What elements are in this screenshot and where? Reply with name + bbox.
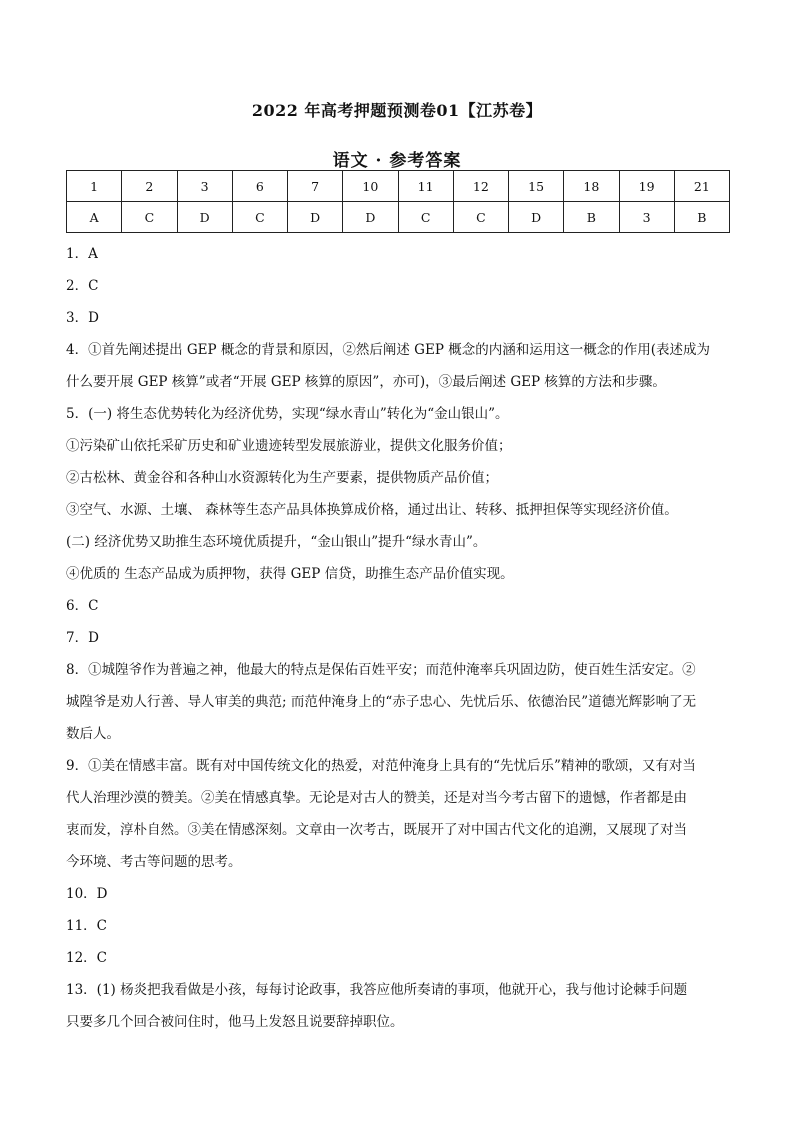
answer-line: 6．C	[66, 598, 99, 614]
answer-line: 城隍爷是劝人行善、导人审美的典范; 而范仲淹身上的“赤子忠心、先忧后乐、依德治民”道德光辉影响了无	[66, 694, 697, 710]
question-number-cell: 2	[122, 171, 177, 202]
answer-cell: A	[67, 202, 122, 233]
answer-row	[67, 202, 730, 233]
answer-line: 8．①城隍爷作为普遍之神，他最大的特点是保佑百姓平安；而范仲淹率兵巩固边防，使百姓生活安定。②	[66, 662, 696, 678]
answer-line: 数后人。	[66, 726, 120, 742]
page-title: 2022 年高考押题预测卷01【江苏卷】	[251, 101, 543, 120]
answer-cell: B	[674, 202, 729, 233]
page-subtitle: 语文 · 参考答案	[332, 151, 462, 171]
answer-table	[66, 170, 730, 233]
question-number-cell: 19	[619, 171, 674, 202]
question-number-cell: 15	[509, 171, 564, 202]
answer-cell: D	[509, 202, 564, 233]
answer-line: ②古松林、黄金谷和各种山水资源转化为生产要素，提供物质产品价值；	[66, 470, 498, 486]
answer-line: 1．A	[66, 246, 98, 262]
answer-cell: C	[398, 202, 453, 233]
answer-line: ③空气、水源、土壤、 森林等生态产品具体换算成价格，通过出让、转移、抵押担保等实现经济价值。	[66, 502, 678, 518]
answer-line: 5．(一) 将生态优势转化为经济优势，实现“绿水青山”转化为“金山银山”。	[66, 406, 509, 422]
answer-cell: C	[122, 202, 177, 233]
answer-line: 什么要开展 GEP 核算”或者“开展 GEP 核算的原因”，亦可)，③最后阐述 GEP 核算的方法和步骤。	[66, 374, 666, 390]
answer-cell: B	[564, 202, 619, 233]
answer-line: ①污染矿山依托采矿历史和矿业遗迹转型发展旅游业，提供文化服务价值；	[66, 438, 512, 454]
answer-cell: D	[177, 202, 232, 233]
answer-line: (二) 经济优势又助推生态环境优质提升，“金山银山”提升“绿水青山”。	[66, 534, 487, 550]
answer-line: 只要多几个回合被问住时，他马上发怒且说要辞掉职位。	[66, 1014, 404, 1030]
answer-line: 2．C	[66, 278, 99, 294]
answer-explanations	[66, 238, 730, 1038]
answer-line: 3．D	[66, 310, 99, 326]
answer-cell: 3	[619, 202, 674, 233]
answer-line: 12．C	[66, 950, 108, 966]
question-number-cell: 11	[398, 171, 453, 202]
question-number-cell: 3	[177, 171, 232, 202]
question-number-row	[67, 171, 730, 202]
answer-cell: D	[343, 202, 398, 233]
answer-line: 11．C	[66, 918, 108, 934]
answer-line: 13．(1) 杨炎把我看做是小孩，每每讨论政事，我答应他所奏请的事项，他就开心，我与他讨论棘手问题	[66, 982, 688, 998]
answer-cell: C	[453, 202, 508, 233]
answer-line: 9．①美在情感丰富。既有对中国传统文化的热爱，对范仲淹身上具有的“先忧后乐”精神的歌颂，又有对当	[66, 758, 696, 774]
answer-line: ④优质的 生态产品成为质押物，获得 GEP 信贷，助推生态产品价值实现。	[66, 566, 514, 582]
question-number-cell: 7	[288, 171, 343, 202]
question-number-cell: 21	[674, 171, 729, 202]
answer-line: 4．①首先阐述提出 GEP 概念的背景和原因，②然后阐述 GEP 概念的内涵和运用这一概念的作用(表述成为	[66, 342, 710, 358]
answer-line: 10．D	[66, 886, 108, 902]
question-number-cell: 18	[564, 171, 619, 202]
question-number-cell: 6	[232, 171, 287, 202]
question-number-cell: 10	[343, 171, 398, 202]
answer-line: 今环境、考古等问题的思考。	[66, 854, 242, 870]
question-number-cell: 1	[67, 171, 122, 202]
answer-line: 7．D	[66, 630, 99, 646]
answer-line: 衷而发，淳朴自然。③美在情感深刻。文章由一次考古，既展开了对中国古代文化的追溯，又展现了对当	[66, 822, 687, 838]
answer-cell: D	[288, 202, 343, 233]
answer-line: 代人治理沙漠的赞美。②美在情感真挚。无论是对古人的赞美，还是对当今考古留下的遗憾，作者都是由	[66, 790, 687, 806]
answer-cell: C	[232, 202, 287, 233]
question-number-cell: 12	[453, 171, 508, 202]
